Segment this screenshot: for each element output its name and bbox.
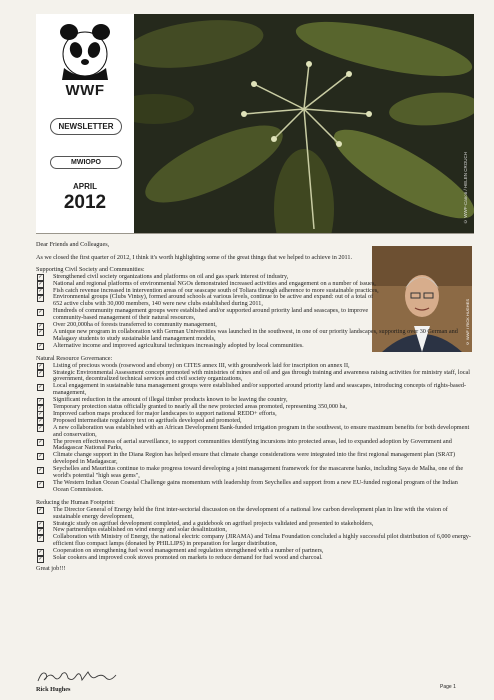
list-item: ✓ Strategic Environmental Assessment concept promoted with ministries of mines and oil and gas through training and awareness raising activities for ministry staff, local government, decentralized technical services and civil society organizations, [38,368,470,383]
page-number: Page 1 [440,684,456,690]
list-item: ✓ The proven effectiveness of aerial surveillance, to support communities identifying incursions into protected areas, led to expanded adoption by Government and Madagascar National Parks, [38,437,452,452]
checked-box-icon: ✓ [38,466,43,473]
checked-box-icon: ✓ [38,288,43,295]
section-civil-society [36,267,474,350]
list-item: ✓ Local engagement in sustainable tuna management groups were established and/or supported around priority land and seascapes, introducing concepts of rights-based-management, [38,382,467,397]
list-item: ✓ A new collaboration was established with an African Development Bank-funded irrigation program in the southwest, to ensure maximum benefits for both development and conservation, [38,423,470,438]
checked-box-icon: ✓ [38,411,43,418]
list-item: ✓ The Director General of Energy held the first inter-sectorial discussion on the development of a national low carbon development plan in line with the vision of sustainable energy development, [38,505,448,520]
bullet-list [36,363,474,494]
checked-box-icon: ✓ [38,439,43,446]
checked-box-icon: ✓ [38,480,43,487]
section-governance [36,356,474,494]
list-item: ✓ Significant reduction in the amount of illegal timber products known to be leaving the country, [38,396,288,404]
checked-box-icon: ✓ [38,418,43,425]
checked-box-icon: ✓ [38,397,43,404]
list-item: ✓ Listing of precious woods (rosewood and ebony) on CITES annex III, with groundwork laid for inscription on annex II, [38,361,350,370]
list-item: ✓ Solar cookers and improved cook stoves promoted on markets to reduce demand for fuel wood and charcoal. [38,554,323,562]
panda-logo-icon [46,18,124,80]
checked-box-icon: ✓ [38,521,43,528]
list-item: ✓ Strengthened civil society organizations and platforms on oil and gas spark interest of industry, [38,272,289,281]
list-item: ✓ Improved carbon maps produced for major landscapes to support national REDD+ efforts, [38,409,277,418]
checked-box-icon: ✓ [38,370,43,376]
greeting: Dear Friends and Colleagues, [36,241,110,248]
list-item: ✓ Strategic study on agrifuel development completed, and a guidebook on agrifuel projects validated and presented to stakeholders, [38,519,374,528]
checked-box-icon: ✓ [38,425,43,432]
photo-credit: © WWF-Canon / HELEN CROUCH [463,151,468,224]
letter-body [36,242,474,573]
list-item: ✓ Collaboration with Ministry of Energy, the national electric company (JIRAMA) and Telma Foundation concluded a highly successful pilot distribution of 6,000 energy-efficient fluo compact lamps (donated by PHILLIPS) in preparation for larger distribution, [38,533,471,548]
leaf-photo [134,14,474,234]
header-divider [36,233,474,234]
checked-box-icon: ✓ [38,404,43,411]
checked-box-icon: ✓ [38,452,43,459]
signatory-name: Rick Hughes [36,686,71,693]
bullet-list [36,274,474,350]
checked-box-icon: ✓ [38,548,43,555]
newsletter-badge: NEWSLETTER [50,118,122,135]
checked-box-icon: ✓ [38,322,43,329]
list-item: ✓ Climate change support in the Diana Region has helped ensure that climate change considerations were integrated into the first regional management plan (SRAT) developed in Madagascar, [38,451,456,466]
list-item: ✓ A unique new program in collaboration with German Universities was launched in the southwest, in one of our priority landscapes, supporting over 30 German and Malagasy students to study sustainable land management models, [38,327,458,342]
issue-year: 2012 [63,192,107,213]
list-item: ✓ Over 200,000ha of forests transferred to community management, [38,321,217,329]
portrait-credit: © WWF / RICK HUGHES [465,298,470,346]
list-item: ✓ National and regional platforms of environmental NGOs demonstrated increased activities and engagement on a number of issues, [38,279,376,288]
plant-illustration [134,14,474,234]
list-item: ✓ Fish catch revenue increased in intervention areas of our seascape south of Toliara through adherence to more sustainable practices, [38,286,379,295]
checked-box-icon: ✓ [38,294,43,301]
checked-box-icon: ✓ [38,274,43,281]
checked-box-icon: ✓ [38,363,43,370]
org-name: WWF [65,82,105,99]
section-footprint [36,500,474,562]
list-item: ✓ Proposed intermediate regulatory text on agrifuels developed and promoted, [38,416,242,425]
list-item: ✓ Alternative income and improved agricultural techniques increasingly adopted by local communities. [38,341,304,350]
closing-line: Great job!!! [36,564,66,572]
list-item: ✓ Environmental groups (Clubs Vintsy), formed around schools at various levels, continue to be active and expand: out of a total of 652 active clubs with 30,000 members, 140 were new clubs established during 2011, [38,293,374,308]
list-item: ✓ The Western Indian Ocean Coastal Challenge gains momentum with leadership from Seychelles and support from a new EU-funded regional program of the Indian Ocean Commission. [38,479,458,493]
issue-month: APRIL [73,182,97,191]
office-badge: MWIOPO [50,156,122,169]
checked-box-icon: ✓ [38,507,43,514]
checked-box-icon: ✓ [38,308,43,315]
handwritten-signature [36,668,126,684]
intro-paragraph: As we closed the first quarter of 2012, I think it's worth highlighting some of the great things that we helped to achieve in 2011. [36,253,353,261]
section-heading: Supporting Civil Society and Communities: [36,265,145,273]
list-item: ✓ New partnerships established on wind energy and solar desalinization, [38,526,227,534]
list-item: ✓ Hundreds of community management groups were established and/or supported around priority land and seascapes, to improve community-based management of their natural resources, [38,307,369,322]
checked-box-icon: ✓ [38,527,43,534]
list-item: ✓ Temporary protection status officially granted to nearly all the new protected areas promoted, representing 350,000 ha, [38,403,347,411]
masthead-sidebar [36,14,135,234]
bullet-list [36,507,474,562]
section-heading: Reducing the Human Footprint: [36,498,115,506]
list-item: ✓ Seychelles and Mauritius continue to make progress toward developing a joint management framework for the mascarene banks, including Saya de Malha, one of the world's potential "high seas gems", [38,465,464,480]
checked-box-icon: ✓ [38,534,43,541]
checked-box-icon: ✓ [38,343,43,350]
checked-box-icon: ✓ [38,383,43,390]
checked-box-icon: ✓ [38,555,43,562]
list-item: ✓ Cooperation on strengthening fuel wood management and regulation strengthened with a number of partners, [38,547,324,555]
section-heading: Natural Resource Governance: [36,354,113,362]
checked-box-icon: ✓ [38,329,43,336]
checked-box-icon: ✓ [38,281,43,288]
